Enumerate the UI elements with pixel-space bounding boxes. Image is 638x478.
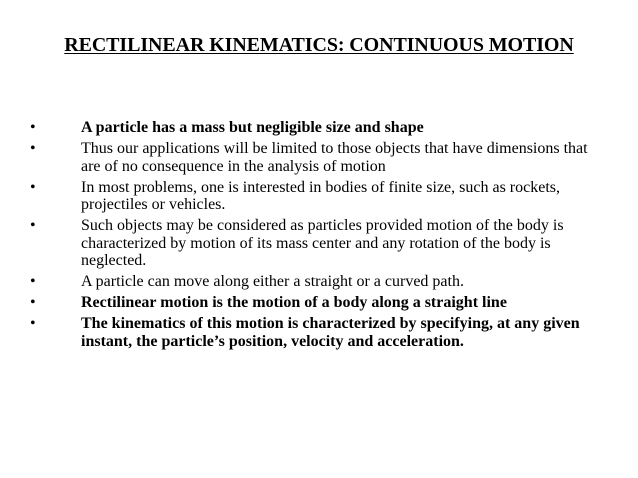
bullet-item xyxy=(0,315,638,350)
bullet-text: Such objects may be considered as particles provided motion of the body is characterized by motion of its mass center and any rotation of the body is neglected. xyxy=(81,217,564,269)
bullet-dot-icon: • xyxy=(30,178,36,196)
bullet-dot-icon: • xyxy=(30,140,36,157)
bullet-dot-icon: • xyxy=(30,273,36,290)
slide-title: RECTILINEAR KINEMATICS: CONTINUOUS MOTION xyxy=(64,34,574,56)
bullet-text: Thus our applications will be limited to those objects that have dimensions that are of no consequence in the analysis of motion xyxy=(81,140,588,175)
bullet-text: Rectilinear motion is the motion of a body along a straight line xyxy=(81,294,507,311)
bullet-dot-icon: • xyxy=(30,119,36,136)
bullet-item xyxy=(0,119,638,137)
bullet-item xyxy=(0,179,638,214)
bullet-dot-icon: • xyxy=(30,315,36,332)
bullet-text: The kinematics of this motion is characterized by specifying, at any given instant, the particle’s position, velocity and acceleration. xyxy=(81,315,580,350)
bullet-text: A particle has a mass but negligible size and shape xyxy=(81,119,424,136)
bullet-dot-icon: • xyxy=(30,294,36,311)
bullet-dot-icon: • xyxy=(30,217,36,234)
bullet-text: A particle can move along either a straight or a curved path. xyxy=(81,273,464,290)
bullet-text: In most problems, one is interested in bodies of finite size, such as rockets, projectiles or vehicles. xyxy=(81,178,561,213)
bullet-item xyxy=(0,140,638,175)
bullet-item xyxy=(0,294,638,312)
bullet-item xyxy=(0,273,638,291)
bullet-list xyxy=(0,119,638,354)
bullet-item xyxy=(0,217,638,270)
